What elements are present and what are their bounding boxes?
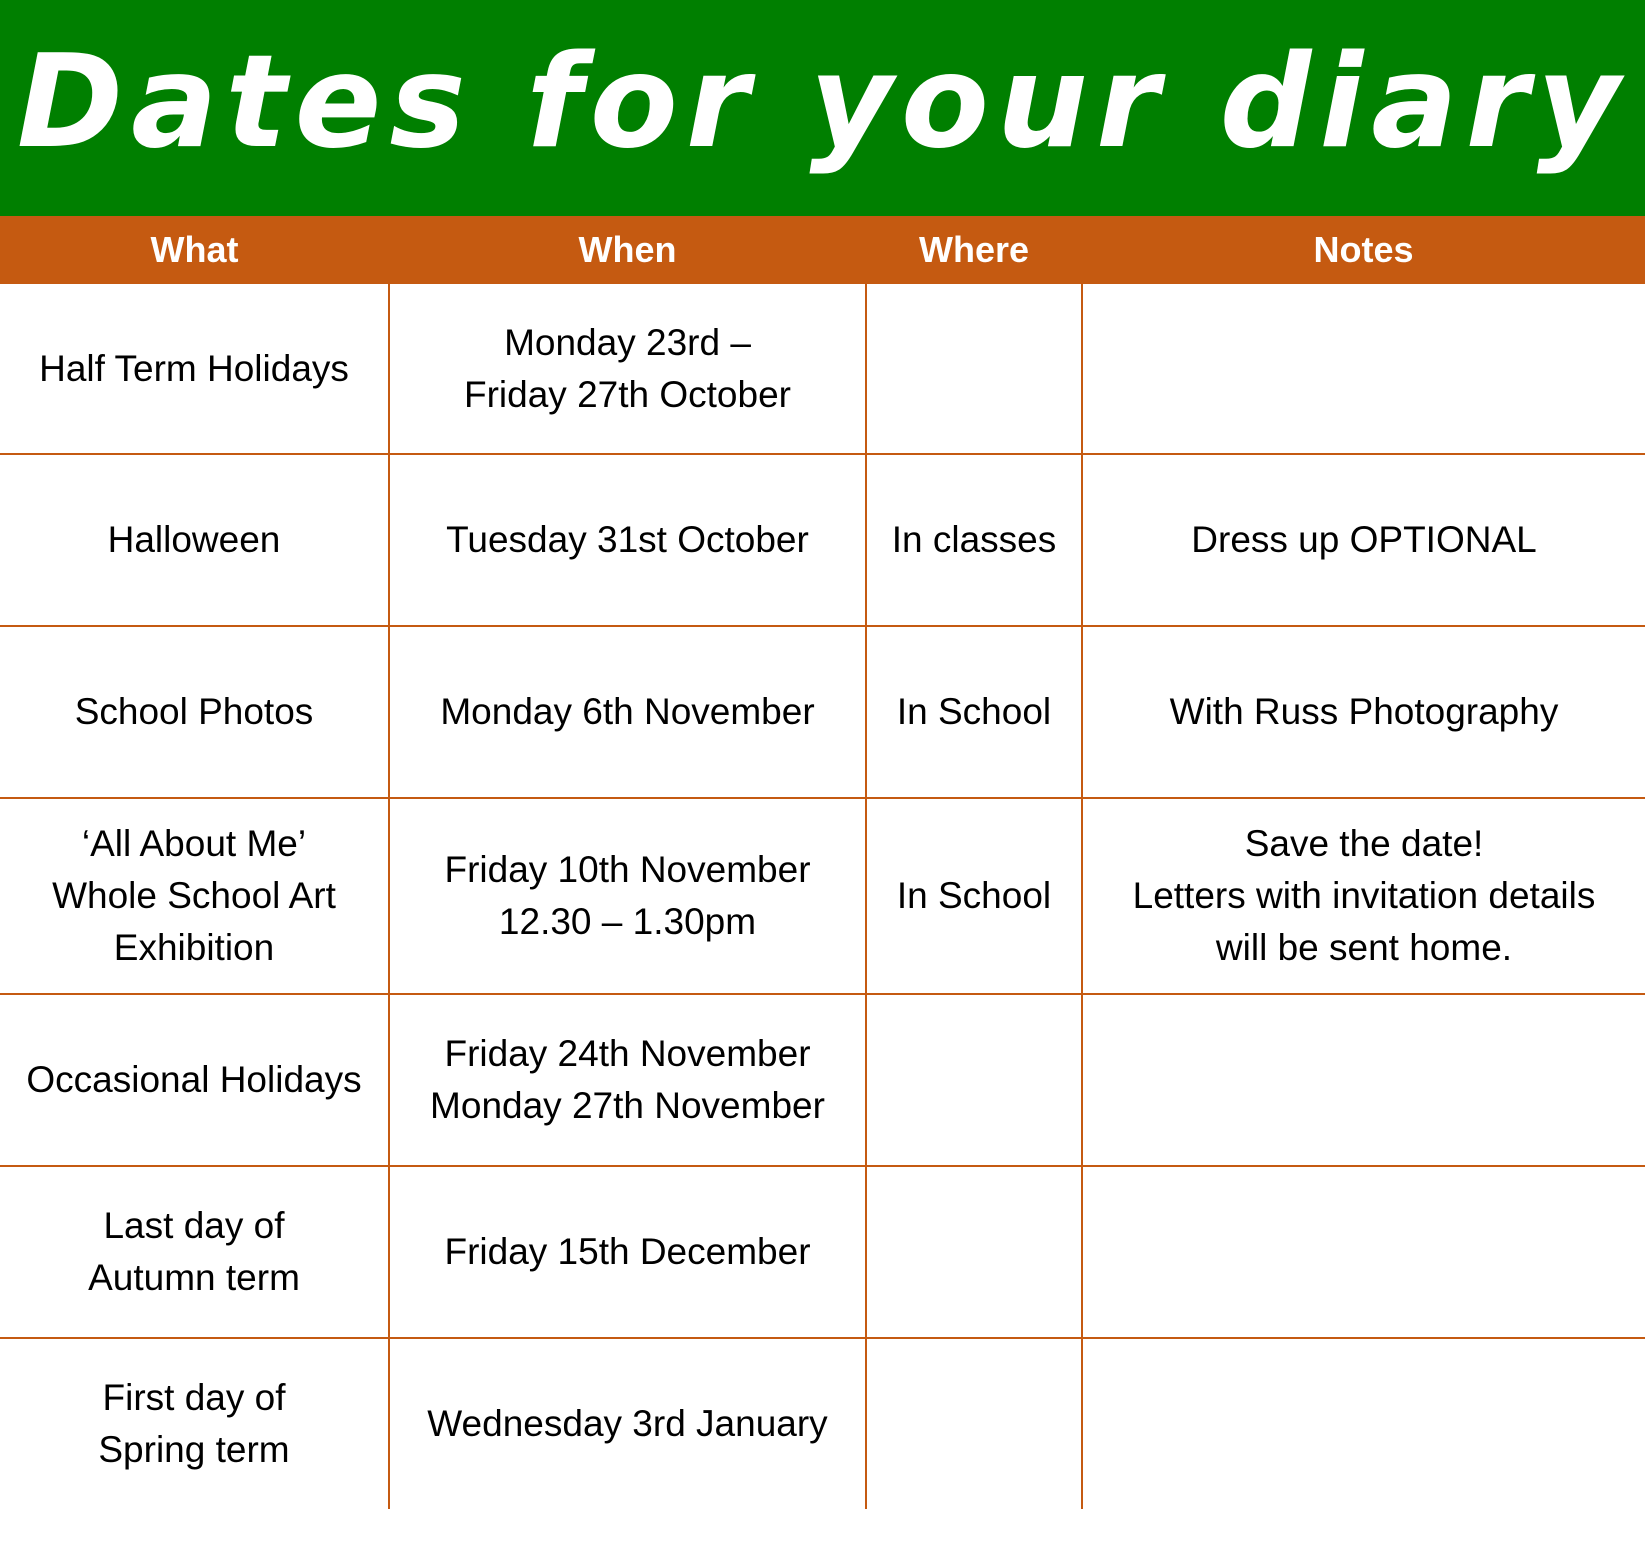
diary-table-container (0, 216, 1645, 1509)
cell-where (866, 1338, 1082, 1509)
table-header (0, 216, 1645, 284)
cell-notes: Dress up OPTIONAL (1082, 454, 1645, 626)
cell-what: ‘All About Me’ Whole School Art Exhibition (0, 798, 389, 994)
cell-when: Monday 6th November (389, 626, 866, 798)
cell-what: Half Term Holidays (0, 284, 389, 454)
column-header-where: Where (866, 216, 1082, 284)
table-row (0, 798, 1645, 994)
cell-notes (1082, 994, 1645, 1166)
cell-when: Friday 24th November Monday 27th November (389, 994, 866, 1166)
cell-where: In School (866, 626, 1082, 798)
cell-where: In classes (866, 454, 1082, 626)
cell-where (866, 994, 1082, 1166)
cell-what: Last day of Autumn term (0, 1166, 389, 1338)
table-row (0, 1338, 1645, 1509)
cell-what: First day of Spring term (0, 1338, 389, 1509)
cell-where: In School (866, 798, 1082, 994)
cell-where (866, 284, 1082, 454)
cell-what: Occasional Holidays (0, 994, 389, 1166)
title-banner (0, 0, 1645, 216)
cell-notes (1082, 1338, 1645, 1509)
table-row (0, 454, 1645, 626)
table-row (0, 1166, 1645, 1338)
cell-when: Tuesday 31st October (389, 454, 866, 626)
cell-when: Friday 10th November 12.30 – 1.30pm (389, 798, 866, 994)
column-header-what: What (0, 216, 389, 284)
page-title: Dates for your diary (16, 28, 1629, 177)
table-row (0, 284, 1645, 454)
header-row (0, 216, 1645, 284)
diary-table (0, 216, 1645, 1509)
cell-when: Monday 23rd – Friday 27th October (389, 284, 866, 454)
cell-notes: Save the date! Letters with invitation details will be sent home. (1082, 798, 1645, 994)
table-row (0, 626, 1645, 798)
cell-notes (1082, 284, 1645, 454)
column-header-when: When (389, 216, 866, 284)
cell-what: Halloween (0, 454, 389, 626)
cell-what: School Photos (0, 626, 389, 798)
cell-notes (1082, 1166, 1645, 1338)
cell-when: Wednesday 3rd January (389, 1338, 866, 1509)
cell-when: Friday 15th December (389, 1166, 866, 1338)
column-header-notes: Notes (1082, 216, 1645, 284)
cell-notes: With Russ Photography (1082, 626, 1645, 798)
table-row (0, 994, 1645, 1166)
table-body (0, 284, 1645, 1509)
cell-where (866, 1166, 1082, 1338)
